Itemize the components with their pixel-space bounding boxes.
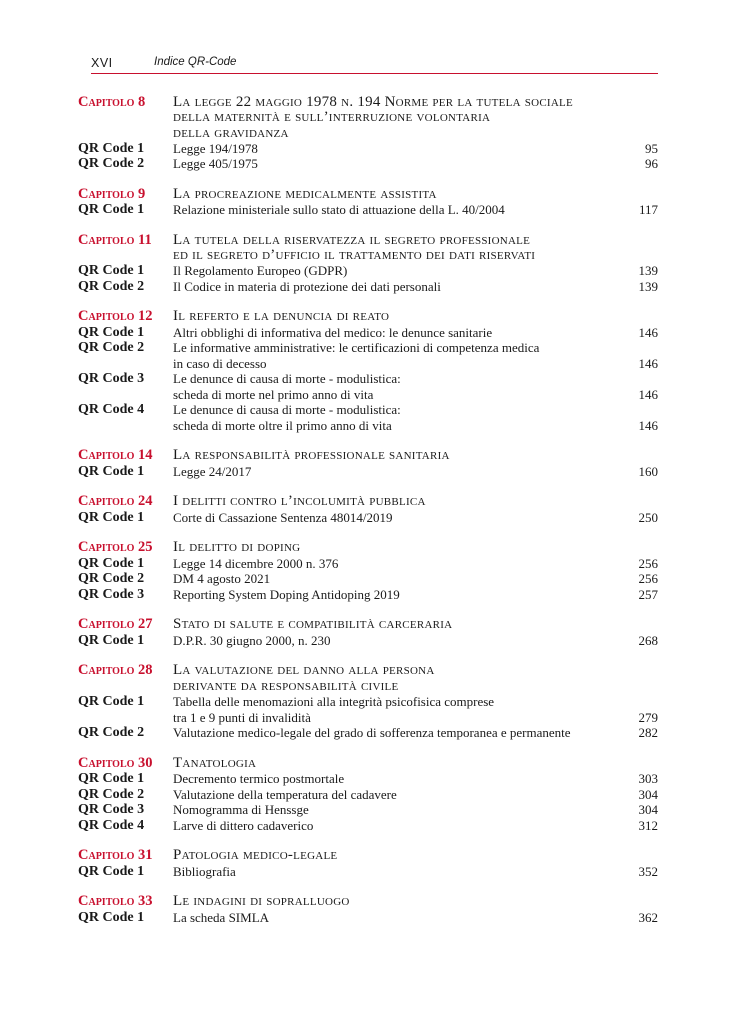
chapter-title-line: Stato di salute e compatibilità carceraria xyxy=(173,616,453,633)
qr-code-title-line: scheda di morte oltre il primo anno di vita xyxy=(173,417,392,433)
chapter-title xyxy=(173,848,658,863)
qr-code-label: QR Code 1 xyxy=(78,694,145,710)
qr-code-label: QR Code 2 xyxy=(78,156,145,172)
qr-code-title-line: Legge 24/2017 xyxy=(173,463,252,479)
qr-code-title xyxy=(173,202,608,218)
qr-code-entry[interactable] xyxy=(78,141,658,157)
qr-code-title-line: Legge 194/1978 xyxy=(173,140,258,156)
qr-code-index xyxy=(78,95,658,940)
qr-code-label: QR Code 1 xyxy=(78,509,145,525)
qr-code-entry[interactable] xyxy=(78,725,658,741)
qr-code-label: QR Code 1 xyxy=(78,863,145,879)
chapter-entry xyxy=(78,617,658,648)
qr-code-title-line: Tabella delle menomazioni alla integrità psicofisica comprese xyxy=(173,694,495,710)
qr-code-title xyxy=(173,571,608,587)
chapter-entry xyxy=(78,309,658,433)
page-reference: 279 xyxy=(638,709,658,725)
qr-code-entry[interactable] xyxy=(78,864,658,880)
qr-code-title-line: Bibliografia xyxy=(173,863,236,879)
qr-code-title-line: Valutazione medico-legale del grado di sofferenza temporanea e permanente xyxy=(173,725,571,741)
qr-code-entry[interactable] xyxy=(78,402,658,433)
qr-code-title-line: Le denunce di causa di morte - modulistica: xyxy=(173,402,401,418)
page-reference: 139 xyxy=(638,263,658,279)
qr-code-title-line: Corte di Cassazione Sentenza 48014/2019 xyxy=(173,509,393,525)
qr-code-title-line: La scheda SIMLA xyxy=(173,909,270,925)
qr-code-title-line: Decremento termico postmortale xyxy=(173,771,345,787)
page-reference: 146 xyxy=(638,324,658,340)
chapter-title-line: ed il segreto d’ufficio il trattamento dei dati riservati xyxy=(173,247,536,264)
qr-code-entry[interactable] xyxy=(78,587,658,603)
page-reference: 303 xyxy=(638,771,658,787)
qr-code-title xyxy=(173,156,608,172)
qr-code-title xyxy=(173,464,608,480)
qr-code-title-line: scheda di morte nel primo anno di vita xyxy=(173,386,374,402)
chapter-title-line: della gravidanza xyxy=(173,124,289,141)
chapter-title xyxy=(173,663,658,694)
qr-code-entry[interactable] xyxy=(78,263,658,279)
chapter-label: Capitolo 28 xyxy=(78,662,153,679)
qr-code-entry[interactable] xyxy=(78,771,658,787)
page-reference: 304 xyxy=(638,786,658,802)
qr-code-title xyxy=(173,510,608,526)
qr-code-label: QR Code 2 xyxy=(78,725,145,741)
qr-code-entry[interactable] xyxy=(78,202,658,218)
qr-code-label: QR Code 1 xyxy=(78,463,145,479)
chapter-title-line: della maternità e sull’interruzione volontaria xyxy=(173,109,491,126)
chapter-label: Capitolo 8 xyxy=(78,94,146,110)
page-reference: 146 xyxy=(638,386,658,402)
qr-code-title-line: Nomogramma di Henssge xyxy=(173,802,309,818)
qr-code-title xyxy=(173,279,608,295)
chapter-title-line: Il referto e la denuncia di reato xyxy=(173,308,390,325)
qr-code-entry[interactable] xyxy=(78,802,658,818)
qr-code-entry[interactable] xyxy=(78,694,658,725)
qr-code-label: QR Code 1 xyxy=(78,263,145,279)
qr-code-title-line: Le informative amministrative: le certificazioni di competenza medica xyxy=(173,340,540,356)
qr-code-title-line: DM 4 agosto 2021 xyxy=(173,571,271,587)
qr-code-title xyxy=(173,725,608,741)
chapter-heading xyxy=(78,894,658,910)
qr-code-entry[interactable] xyxy=(78,340,658,371)
page-reference: 95 xyxy=(645,140,658,156)
qr-code-entry[interactable] xyxy=(78,156,658,172)
qr-code-label: QR Code 3 xyxy=(78,802,145,818)
qr-code-title xyxy=(173,694,608,725)
chapter-label: Capitolo 9 xyxy=(78,185,146,202)
qr-code-title xyxy=(173,587,608,603)
qr-code-label: QR Code 3 xyxy=(78,371,145,387)
qr-code-title-line: Larve di dittero cadaverico xyxy=(173,817,314,833)
page-reference: 250 xyxy=(638,509,658,525)
chapter-heading xyxy=(78,233,658,264)
qr-code-entry[interactable] xyxy=(78,787,658,803)
chapter-heading xyxy=(78,494,658,510)
qr-code-title-line: Reporting System Doping Antidoping 2019 xyxy=(173,586,400,602)
qr-code-title-line: D.P.R. 30 giugno 2000, n. 230 xyxy=(173,632,331,648)
qr-code-entry[interactable] xyxy=(78,910,658,926)
chapter-entry xyxy=(78,663,658,740)
chapter-title-line: La valutazione del danno alla persona xyxy=(173,662,435,679)
chapter-label: Capitolo 14 xyxy=(78,447,153,464)
page-reference: 256 xyxy=(638,555,658,571)
chapter-label: Capitolo 11 xyxy=(78,231,152,248)
chapter-entry xyxy=(78,848,658,879)
chapter-entry xyxy=(78,894,658,925)
page-reference: 268 xyxy=(638,632,658,648)
chapter-title-line: I delitti contro l’incolumità pubblica xyxy=(173,493,426,510)
page-reference: 146 xyxy=(638,417,658,433)
chapter-title-line: La procreazione medicalmente assistita xyxy=(173,185,437,202)
chapter-title xyxy=(173,95,658,141)
qr-code-title xyxy=(173,864,608,880)
chapter-label: Capitolo 33 xyxy=(78,893,153,910)
qr-code-label: QR Code 2 xyxy=(78,571,145,587)
qr-code-entry[interactable] xyxy=(78,279,658,295)
page-reference: 160 xyxy=(638,463,658,479)
qr-code-label: QR Code 2 xyxy=(78,340,145,356)
qr-code-entry[interactable] xyxy=(78,818,658,834)
chapter-title xyxy=(173,756,658,771)
chapter-entry xyxy=(78,448,658,479)
page-reference: 282 xyxy=(638,725,658,741)
qr-code-title xyxy=(173,263,608,279)
qr-code-label: QR Code 1 xyxy=(78,202,145,218)
qr-code-label: QR Code 3 xyxy=(78,586,145,602)
page-reference: 257 xyxy=(638,586,658,602)
qr-code-title xyxy=(173,325,608,341)
chapter-heading xyxy=(78,756,658,772)
running-header xyxy=(91,56,658,74)
qr-code-entry[interactable] xyxy=(78,464,658,480)
qr-code-title xyxy=(173,771,608,787)
qr-code-label: QR Code 1 xyxy=(78,555,145,571)
page-reference: 146 xyxy=(638,355,658,371)
chapter-label: Capitolo 12 xyxy=(78,308,153,325)
chapter-title xyxy=(173,233,658,264)
qr-code-label: QR Code 1 xyxy=(78,909,145,925)
chapter-title xyxy=(173,187,658,202)
qr-code-title-line: Altri obblighi di informativa del medico: le denunce sanitarie xyxy=(173,324,493,340)
qr-code-title xyxy=(173,910,608,926)
qr-code-title-line: Il Regolamento Europeo (GDPR) xyxy=(173,263,348,279)
chapter-heading xyxy=(78,448,658,464)
qr-code-title xyxy=(173,818,608,834)
page-reference: 352 xyxy=(638,863,658,879)
qr-code-entry[interactable] xyxy=(78,571,658,587)
chapter-title-line: derivante da responsabilità civile xyxy=(173,677,399,694)
qr-code-title-line: Il Codice in materia di protezione dei dati personali xyxy=(173,278,441,294)
page-reference: 312 xyxy=(638,817,658,833)
qr-code-title-line: Le denunce di causa di morte - modulistica: xyxy=(173,371,401,387)
qr-code-title xyxy=(173,340,608,371)
page-reference: 96 xyxy=(645,156,658,172)
qr-code-label: QR Code 4 xyxy=(78,402,145,418)
qr-code-label: QR Code 2 xyxy=(78,278,145,294)
running-title: Indice QR-Code xyxy=(154,56,237,68)
chapter-entry xyxy=(78,95,658,172)
qr-code-entry[interactable] xyxy=(78,371,658,402)
qr-code-title xyxy=(173,787,608,803)
chapter-heading xyxy=(78,95,658,141)
qr-code-label: QR Code 1 xyxy=(78,771,145,787)
page-reference: 256 xyxy=(638,571,658,587)
chapter-title xyxy=(173,448,658,463)
chapter-entry xyxy=(78,756,658,834)
chapter-heading xyxy=(78,663,658,694)
qr-code-label: QR Code 1 xyxy=(78,324,145,340)
page-reference: 139 xyxy=(638,278,658,294)
qr-code-label: QR Code 2 xyxy=(78,786,145,802)
qr-code-title xyxy=(173,802,608,818)
qr-code-entry[interactable] xyxy=(78,510,658,526)
chapter-title-line: La responsabilità professionale sanitaria xyxy=(173,447,450,464)
chapter-label: Capitolo 27 xyxy=(78,616,153,633)
chapter-title-line: Le indagini di sopralluogo xyxy=(173,893,350,910)
chapter-title xyxy=(173,309,658,324)
chapter-heading xyxy=(78,848,658,864)
chapter-title xyxy=(173,894,658,909)
qr-code-title-line: tra 1 e 9 punti di invalidità xyxy=(173,709,311,725)
chapter-heading xyxy=(78,309,658,325)
chapter-heading xyxy=(78,540,658,556)
qr-code-title xyxy=(173,141,608,157)
chapter-entry xyxy=(78,540,658,602)
chapter-title-line: Il delitto di doping xyxy=(173,539,301,556)
chapter-label: Capitolo 24 xyxy=(78,493,153,510)
chapter-title-line: Tanatologia xyxy=(173,754,257,771)
chapter-title-line: La tutela della riservatezza il segreto professionale xyxy=(173,231,531,248)
page-number: XVI xyxy=(91,56,113,70)
qr-code-title-line: Valutazione della temperatura del cadavere xyxy=(173,786,397,802)
qr-code-title-line: Relazione ministeriale sullo stato di attuazione della L. 40/2004 xyxy=(173,202,505,218)
chapter-heading xyxy=(78,617,658,633)
chapter-label: Capitolo 30 xyxy=(78,754,153,771)
chapter-title xyxy=(173,540,658,555)
chapter-label: Capitolo 25 xyxy=(78,539,153,556)
qr-code-entry[interactable] xyxy=(78,556,658,572)
chapter-label: Capitolo 31 xyxy=(78,847,153,864)
chapter-entry xyxy=(78,494,658,525)
chapter-title-line: Patologia medico-legale xyxy=(173,847,338,864)
qr-code-entry[interactable] xyxy=(78,633,658,649)
qr-code-label: QR Code 1 xyxy=(78,632,145,648)
qr-code-label: QR Code 4 xyxy=(78,817,145,833)
qr-code-title xyxy=(173,556,608,572)
qr-code-entry[interactable] xyxy=(78,325,658,341)
page-reference: 362 xyxy=(638,909,658,925)
qr-code-title-line: Legge 405/1975 xyxy=(173,156,258,172)
qr-code-title xyxy=(173,402,608,433)
chapter-heading xyxy=(78,187,658,203)
qr-code-title-line: Legge 14 dicembre 2000 n. 376 xyxy=(173,555,339,571)
qr-code-title-line: in caso di decesso xyxy=(173,355,267,371)
chapter-entry xyxy=(78,187,658,218)
chapter-entry xyxy=(78,233,658,295)
chapter-title xyxy=(173,494,658,509)
page-reference: 117 xyxy=(638,202,658,218)
page-reference: 304 xyxy=(638,802,658,818)
chapter-title xyxy=(173,617,658,632)
chapter-title-line: La legge 22 maggio 1978 n. 194 Norme per la tutela sociale xyxy=(173,94,573,110)
qr-code-label: QR Code 1 xyxy=(78,140,145,156)
qr-code-title xyxy=(173,371,608,402)
qr-code-title xyxy=(173,633,608,649)
